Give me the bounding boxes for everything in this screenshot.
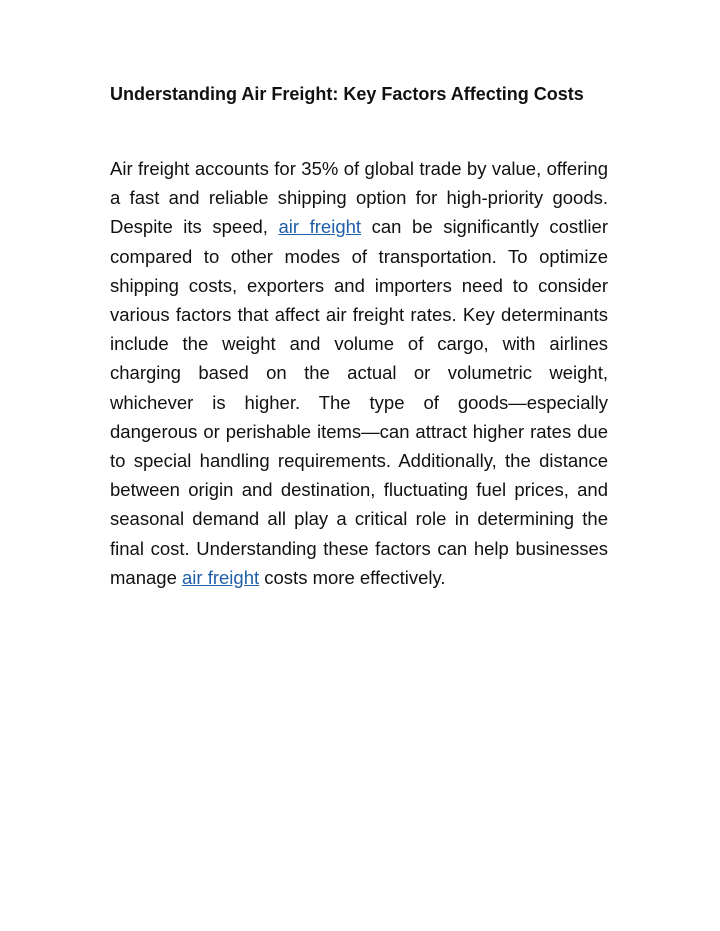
air-freight-link-2[interactable]: air freight [182,566,260,588]
body-paragraph [110,154,608,592]
air-freight-link-1[interactable]: air freight [278,216,362,238]
paragraph-text-2: can be significantly costlier compared to other modes of transportation. To optimize shipping costs, exporters and importers need to consider various factors that affect air freight rates. Key determinants include the weight and volume of cargo, with airlines charging based on the actual or volumetric weight, whichever is higher. The type of goods—especially dangerous or perishable items—can attract higher rates due to special handling requirements. Additionally, the distance between origin and destination, fluctuating fuel prices, and seasonal demand all play a critical role in determining the final cost. Understanding these factors can help businesses manage [110,216,608,588]
paragraph-text-3: costs more effectively. [259,566,446,588]
paragraph-text-1: Air freight accounts for 35% of global trade by value, offering a fast and reliable shipping option for high-priority goods. Despite its speed, [110,158,608,238]
document-title: Understanding Air Freight: Key Factors Affecting Costs [110,84,584,104]
